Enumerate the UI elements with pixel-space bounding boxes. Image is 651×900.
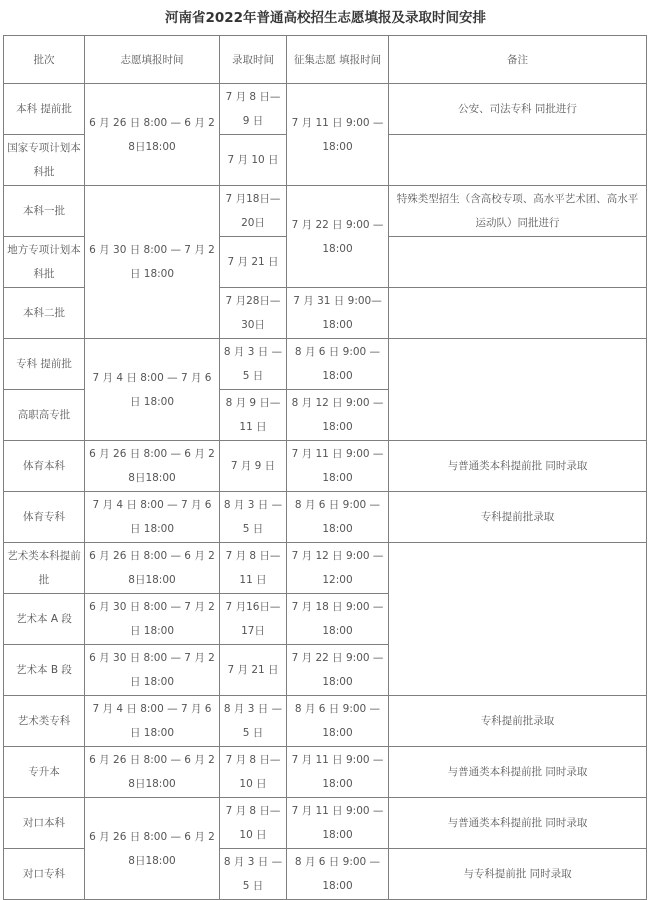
fill-time-cell: 6 月 30 日 8:00 — 7 月 2 日 18:00 — [85, 645, 220, 696]
note-cell — [389, 543, 647, 696]
batch-cell: 艺术类本科提前批 — [4, 543, 85, 594]
batch-cell: 本科一批 — [4, 186, 85, 237]
note-cell — [389, 339, 647, 441]
collect-time-cell: 7 月 11 日 9:00 — 18:00 — [287, 747, 389, 798]
table-header-row — [4, 36, 647, 84]
batch-cell: 本科二批 — [4, 288, 85, 339]
admit-time-cell: 7 月18日— 20日 — [220, 186, 287, 237]
batch-cell: 地方专项计划本科批 — [4, 237, 85, 288]
batch-cell: 本科 提前批 — [4, 84, 85, 135]
admit-time-cell: 7 月 9 日 — [220, 441, 287, 492]
admit-time-cell: 7 月16日— 17日 — [220, 594, 287, 645]
fill-time-cell: 7 月 4 日 8:00 — 7 月 6 日 18:00 — [85, 492, 220, 543]
batch-cell: 高职高专批 — [4, 390, 85, 441]
admit-time-cell: 7 月 8 日— 10 日 — [220, 747, 287, 798]
batch-cell: 艺术本 B 段 — [4, 645, 85, 696]
fill-time-cell: 6 月 26 日 8:00 — 6 月 28日18:00 — [85, 441, 220, 492]
table-row — [4, 696, 647, 747]
fill-time-cell: 7 月 4 日 8:00 — 7 月 6 日 18:00 — [85, 696, 220, 747]
note-cell: 与普通类本科提前批 同时录取 — [389, 798, 647, 849]
table-row — [4, 543, 647, 594]
note-cell — [389, 135, 647, 186]
collect-time-cell: 7 月 11 日 9:00 — 18:00 — [287, 84, 389, 186]
fill-time-cell: 6 月 30 日 8:00 — 7 月 2 日 18:00 — [85, 186, 220, 339]
fill-time-cell: 6 月 26 日 8:00 — 6 月 28日18:00 — [85, 798, 220, 900]
collect-time-cell: 7 月 18 日 9:00 — 18:00 — [287, 594, 389, 645]
note-cell: 专科提前批录取 — [389, 492, 647, 543]
note-cell: 公安、司法专科 同批进行 — [389, 84, 647, 135]
note-cell: 与普通类本科提前批 同时录取 — [389, 441, 647, 492]
collect-time-cell: 8 月 6 日 9:00 — 18:00 — [287, 849, 389, 900]
batch-cell: 体育本科 — [4, 441, 85, 492]
table-row — [4, 339, 647, 390]
batch-cell: 国家专项计划本科批 — [4, 135, 85, 186]
fill-time-cell: 6 月 26 日 8:00 — 6 月 28日18:00 — [85, 84, 220, 186]
batch-cell: 艺术本 A 段 — [4, 594, 85, 645]
schedule-table — [3, 35, 647, 900]
collect-time-cell: 7 月 22 日 9:00 — 18:00 — [287, 645, 389, 696]
admit-time-cell: 7 月 21 日 — [220, 645, 287, 696]
note-cell — [389, 288, 647, 339]
header-batch: 批次 — [4, 36, 85, 84]
batch-cell: 艺术类专科 — [4, 696, 85, 747]
batch-cell: 体育专科 — [4, 492, 85, 543]
batch-cell: 专升本 — [4, 747, 85, 798]
admit-time-cell: 8 月 3 日 — 5 日 — [220, 492, 287, 543]
admit-time-cell: 8 月 3 日 — 5 日 — [220, 849, 287, 900]
admit-time-cell: 7 月 21 日 — [220, 237, 287, 288]
table-row — [4, 492, 647, 543]
admit-time-cell: 8 月 9 日— 11 日 — [220, 390, 287, 441]
fill-time-cell: 6 月 30 日 8:00 — 7 月 2 日 18:00 — [85, 594, 220, 645]
collect-time-cell: 8 月 6 日 9:00 — 18:00 — [287, 696, 389, 747]
header-note: 备注 — [389, 36, 647, 84]
table-row — [4, 84, 647, 135]
fill-time-cell: 7 月 4 日 8:00 — 7 月 6 日 18:00 — [85, 339, 220, 441]
note-cell: 特殊类型招生（含高校专项、高水平艺术团、高水平运动队）同批进行 — [389, 186, 647, 237]
collect-time-cell: 7 月 11 日 9:00 — 18:00 — [287, 441, 389, 492]
table-row — [4, 747, 647, 798]
admit-time-cell: 7 月 8 日— 10 日 — [220, 798, 287, 849]
batch-cell: 专科 提前批 — [4, 339, 85, 390]
collect-time-cell: 7 月 11 日 9:00 — 18:00 — [287, 798, 389, 849]
note-cell: 与普通类本科提前批 同时录取 — [389, 747, 647, 798]
fill-time-cell: 6 月 26 日 8:00 — 6 月 28日18:00 — [85, 543, 220, 594]
header-admit-time: 录取时间 — [220, 36, 287, 84]
admit-time-cell: 8 月 3 日 — 5 日 — [220, 339, 287, 390]
collect-time-cell: 7 月 31 日 9:00— 18:00 — [287, 288, 389, 339]
header-collect-time: 征集志愿 填报时间 — [287, 36, 389, 84]
header-fill-time: 志愿填报时间 — [85, 36, 220, 84]
collect-time-cell: 7 月 22 日 9:00 — 18:00 — [287, 186, 389, 288]
admit-time-cell: 7 月 8 日— 9 日 — [220, 84, 287, 135]
table-row — [4, 798, 647, 849]
admit-time-cell: 8 月 3 日 — 5 日 — [220, 696, 287, 747]
collect-time-cell: 8 月 6 日 9:00 — 18:00 — [287, 492, 389, 543]
collect-time-cell: 8 月 6 日 9:00 — 18:00 — [287, 339, 389, 390]
table-row — [4, 186, 647, 237]
batch-cell: 对口本科 — [4, 798, 85, 849]
admit-time-cell: 7 月28日— 30日 — [220, 288, 287, 339]
note-cell — [389, 237, 647, 288]
admit-time-cell: 7 月 10 日 — [220, 135, 287, 186]
collect-time-cell: 7 月 12 日 9:00 — 12:00 — [287, 543, 389, 594]
table-row — [4, 441, 647, 492]
collect-time-cell: 8 月 12 日 9:00 — 18:00 — [287, 390, 389, 441]
note-cell: 专科提前批录取 — [389, 696, 647, 747]
admit-time-cell: 7 月 8 日— 11 日 — [220, 543, 287, 594]
fill-time-cell: 6 月 26 日 8:00 — 6 月 28日18:00 — [85, 747, 220, 798]
batch-cell: 对口专科 — [4, 849, 85, 900]
note-cell: 与专科提前批 同时录取 — [389, 849, 647, 900]
page-title: 河南省2022年普通高校招生志愿填报及录取时间安排 — [164, 10, 487, 26]
